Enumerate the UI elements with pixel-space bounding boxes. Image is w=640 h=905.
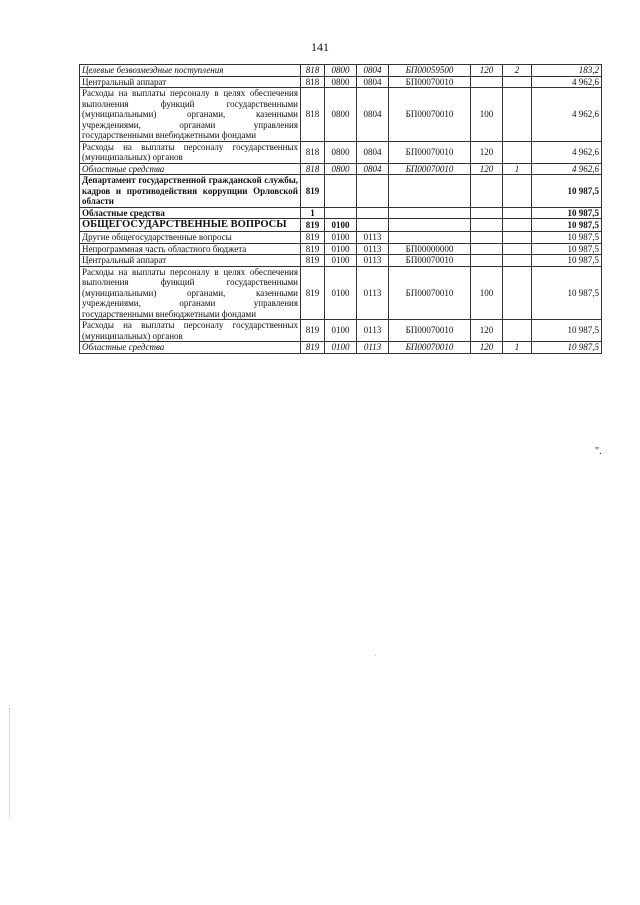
admin-code-cell: 818 <box>301 65 325 77</box>
row-name-cell: Расходы на выплаты персоналу в целях обеспечения выполнения функций государственными (муниципальными) органами, казенными учреждениями, органами управления государственными внебюджетными фондами <box>80 266 301 320</box>
amount-cell: 4 962,6 <box>532 141 602 163</box>
row-name-cell: Непрограммная часть областного бюджета <box>80 243 301 255</box>
target-item-code-cell <box>389 175 471 208</box>
admin-code-cell: 819 <box>301 175 325 208</box>
row-name-cell: Расходы на выплаты персоналу государственных (муниципальных) органов <box>80 320 301 342</box>
section-code-cell: 0100 <box>325 243 357 255</box>
table-row <box>80 219 602 232</box>
table-row <box>80 207 602 219</box>
budget-table-body <box>80 65 602 354</box>
section-code-cell: 0800 <box>325 65 357 77</box>
subsection-code-cell: 0113 <box>357 266 389 320</box>
table-row <box>80 163 602 175</box>
budget-table <box>79 64 602 354</box>
funding-source-code-cell: 1 <box>503 342 532 354</box>
target-item-code-cell: БП00070010 <box>389 342 471 354</box>
subsection-code-cell: 0113 <box>357 255 389 267</box>
funding-source-code-cell <box>503 232 532 244</box>
table-row <box>80 232 602 244</box>
expense-type-code-cell: 120 <box>471 320 503 342</box>
funding-source-code-cell <box>503 141 532 163</box>
amount-cell: 4 962,6 <box>532 88 602 142</box>
target-item-code-cell <box>389 219 471 232</box>
expense-type-code-cell: 120 <box>471 65 503 77</box>
target-item-code-cell: БП00070010 <box>389 76 471 88</box>
funding-source-code-cell <box>503 243 532 255</box>
admin-code-cell: 819 <box>301 342 325 354</box>
admin-code-cell: 818 <box>301 141 325 163</box>
table-row <box>80 65 602 77</box>
section-code-cell: 0800 <box>325 88 357 142</box>
subsection-code-cell: 0113 <box>357 243 389 255</box>
closing-quote-mark: ". <box>595 446 602 457</box>
subsection-code-cell <box>357 207 389 219</box>
table-row <box>80 141 602 163</box>
target-item-code-cell: БП00000000 <box>389 243 471 255</box>
amount-cell: 10 987,5 <box>532 255 602 267</box>
expense-type-code-cell: 100 <box>471 266 503 320</box>
section-code-cell: 0800 <box>325 141 357 163</box>
row-name-cell: Областные средства <box>80 342 301 354</box>
admin-code-cell: 819 <box>301 243 325 255</box>
expense-type-code-cell <box>471 243 503 255</box>
expense-type-code-cell <box>471 76 503 88</box>
subsection-code-cell: 0804 <box>357 141 389 163</box>
funding-source-code-cell <box>503 219 532 232</box>
funding-source-code-cell <box>503 266 532 320</box>
amount-cell: 10 987,5 <box>532 232 602 244</box>
funding-source-code-cell <box>503 255 532 267</box>
expense-type-code-cell <box>471 175 503 208</box>
amount-cell: 10 987,5 <box>532 342 602 354</box>
amount-cell: 10 987,5 <box>532 219 602 232</box>
admin-code-cell: 818 <box>301 76 325 88</box>
subsection-code-cell: 0113 <box>357 232 389 244</box>
row-name-cell: Департамент государственной гражданской службы, кадров и противодействия коррупции Орловской области <box>80 175 301 208</box>
amount-cell: 10 987,5 <box>532 266 602 320</box>
table-row <box>80 243 602 255</box>
expense-type-code-cell <box>471 207 503 219</box>
funding-source-code-cell <box>503 76 532 88</box>
section-code-cell: 0100 <box>325 342 357 354</box>
section-code-cell: 0800 <box>325 76 357 88</box>
row-name-cell: ОБЩЕГОСУДАРСТВЕННЫЕ ВОПРОСЫ <box>80 219 301 232</box>
subsection-code-cell <box>357 175 389 208</box>
subsection-code-cell: 0113 <box>357 342 389 354</box>
funding-source-code-cell <box>503 175 532 208</box>
table-row <box>80 255 602 267</box>
target-item-code-cell: БП00070010 <box>389 88 471 142</box>
target-item-code-cell: БП00070010 <box>389 163 471 175</box>
target-item-code-cell: БП00070010 <box>389 255 471 267</box>
funding-source-code-cell: 2 <box>503 65 532 77</box>
target-item-code-cell <box>389 232 471 244</box>
section-code-cell <box>325 175 357 208</box>
subsection-code-cell: 0804 <box>357 163 389 175</box>
expense-type-code-cell: 120 <box>471 141 503 163</box>
amount-cell: 4 962,6 <box>532 76 602 88</box>
target-item-code-cell <box>389 207 471 219</box>
subsection-code-cell: 0804 <box>357 88 389 142</box>
subsection-code-cell: 0804 <box>357 65 389 77</box>
admin-code-cell: 819 <box>301 320 325 342</box>
section-code-cell: 0800 <box>325 163 357 175</box>
table-row <box>80 320 602 342</box>
subsection-code-cell: 0804 <box>357 76 389 88</box>
table-row <box>80 88 602 142</box>
target-item-code-cell: БП00070010 <box>389 266 471 320</box>
admin-code-cell: 819 <box>301 266 325 320</box>
table-row <box>80 266 602 320</box>
section-code-cell: 0100 <box>325 320 357 342</box>
amount-cell: 4 962,6 <box>532 163 602 175</box>
section-code-cell: 0100 <box>325 219 357 232</box>
row-name-cell: Целевые безвозмездные поступления <box>80 65 301 77</box>
row-name-cell: Областные средства <box>80 163 301 175</box>
admin-code-cell: 819 <box>301 219 325 232</box>
admin-code-cell: 818 <box>301 163 325 175</box>
row-name-cell: Расходы на выплаты персоналу в целях обеспечения выполнения функций государственными (муниципальными) органами, казенными учреждениями, органами управления государственными внебюджетными фондами <box>80 88 301 142</box>
scan-speck <box>375 655 376 656</box>
expense-type-code-cell <box>471 232 503 244</box>
row-name-cell: Центральный аппарат <box>80 76 301 88</box>
amount-cell: 10 987,5 <box>532 175 602 208</box>
page-number: 141 <box>311 40 329 54</box>
amount-cell: 10 987,5 <box>532 243 602 255</box>
section-code-cell: 0100 <box>325 232 357 244</box>
amount-cell: 10 987,5 <box>532 320 602 342</box>
admin-code-cell: 819 <box>301 232 325 244</box>
expense-type-code-cell <box>471 255 503 267</box>
row-name-cell: Областные средства <box>80 207 301 219</box>
table-row <box>80 175 602 208</box>
target-item-code-cell: БП00070010 <box>389 141 471 163</box>
admin-code-cell: 819 <box>301 255 325 267</box>
expense-type-code-cell: 100 <box>471 88 503 142</box>
funding-source-code-cell: 1 <box>503 163 532 175</box>
row-name-cell: Другие общегосударственные вопросы <box>80 232 301 244</box>
subsection-code-cell <box>357 219 389 232</box>
expense-type-code-cell: 120 <box>471 342 503 354</box>
funding-source-code-cell <box>503 207 532 219</box>
funding-source-code-cell <box>503 320 532 342</box>
expense-type-code-cell <box>471 219 503 232</box>
expense-type-code-cell: 120 <box>471 163 503 175</box>
amount-cell: 10 987,5 <box>532 207 602 219</box>
table-row <box>80 342 602 354</box>
section-code-cell: 0100 <box>325 266 357 320</box>
admin-code-cell: 818 <box>301 88 325 142</box>
row-name-cell: Центральный аппарат <box>80 255 301 267</box>
target-item-code-cell: БП00070010 <box>389 320 471 342</box>
section-code-cell: 0100 <box>325 255 357 267</box>
subsection-code-cell: 0113 <box>357 320 389 342</box>
amount-cell: 183,2 <box>532 65 602 77</box>
row-name-cell: Расходы на выплаты персоналу государственных (муниципальных) органов <box>80 141 301 163</box>
admin-code-cell: 1 <box>301 207 325 219</box>
target-item-code-cell: БП00059500 <box>389 65 471 77</box>
section-code-cell <box>325 207 357 219</box>
funding-source-code-cell <box>503 88 532 142</box>
table-row <box>80 76 602 88</box>
scan-margin-marks <box>9 708 11 818</box>
